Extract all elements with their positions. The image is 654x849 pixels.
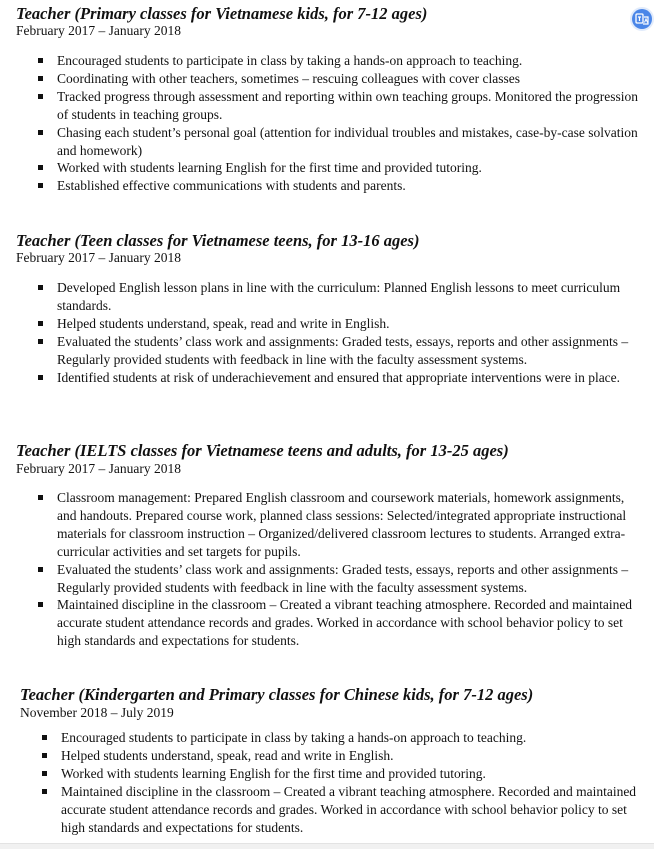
list-item-text: Established effective communications with students and parents. [57, 178, 406, 194]
list-item-text: Encouraged students to participate in class by taking a hands-on approach to teaching. [61, 730, 527, 745]
bullet-icon [38, 339, 43, 344]
bullet-icon [38, 375, 43, 380]
job-title: Teacher (Teen classes for Vietnamese teens, for 13-16 ages) [16, 231, 420, 250]
bullet-icon [42, 771, 47, 776]
list-item [0, 177, 654, 195]
bullet-icon [42, 789, 47, 794]
list-item [0, 765, 654, 783]
horizontal-scrollbar[interactable] [0, 843, 654, 849]
translate-icon [635, 12, 649, 26]
bullet-icon [42, 735, 47, 740]
list-item-text: Helped students understand, speak, read and write in English. [57, 315, 390, 331]
list-item-text: Worked with students learning English for the first time and provided tutoring. [57, 160, 482, 176]
list-item-text: Coordinating with other teachers, sometimes – rescuing colleagues with cover classes [57, 70, 520, 86]
job-title: Teacher (IELTS classes for Vietnamese teens and adults, for 13-25 ages) [16, 441, 509, 460]
list-item-text: Evaluated the students’ class work and assignments: Graded tests, essays, reports and other assignments – Regularly provided students with feedback in line with the faculty assessment systems. [57, 333, 629, 367]
list-item [0, 124, 654, 160]
job-dates: November 2018 – July 2019 [20, 705, 174, 720]
bullet-list [0, 279, 654, 386]
list-item [0, 70, 654, 88]
list-item [0, 489, 654, 561]
job-dates: February 2017 – January 2018 [16, 23, 181, 38]
bullet-icon [38, 567, 43, 572]
list-item-text: Encouraged students to participate in class by taking a hands-on approach to teaching. [57, 53, 523, 68]
bullet-list [0, 729, 654, 836]
bullet-list [0, 52, 654, 195]
bullet-icon [38, 321, 43, 326]
list-item-text: Chasing each student’s personal goal (attention for individual troubles and mistakes, case-by-case solvation and homework) [57, 124, 638, 158]
bullet-icon [38, 183, 43, 188]
list-item [0, 279, 654, 315]
list-item [0, 88, 654, 124]
list-item-text: Classroom management: Prepared English classroom and coursework materials, homework assignments, and handouts. Prepared course work, planned class sessions: Selected/integrated appropriate instructional materials for classroom instruction – Organized/delivered classroom lectures to students. Arranged extra-curricular activities and set targets for pupils. [57, 490, 627, 559]
list-item-text: Developed English lesson plans in line with the curriculum: Planned English lessons to meet curriculum standards. [57, 280, 621, 313]
list-item [0, 596, 654, 650]
bullet-icon [38, 285, 43, 290]
bullet-icon [38, 602, 43, 607]
bullet-icon [38, 130, 43, 135]
list-item-text: Helped students understand, speak, read and write in English. [61, 747, 394, 763]
bullet-icon [38, 76, 43, 81]
list-item-text: Worked with students learning English for the first time and provided tutoring. [61, 765, 486, 781]
list-item [0, 369, 654, 387]
list-item-text: Identified students at risk of underachievement and ensured that appropriate interventions were in place. [57, 369, 621, 385]
job-title: Teacher (Primary classes for Vietnamese kids, for 7-12 ages) [16, 4, 428, 23]
bullet-icon [42, 753, 47, 758]
list-item [0, 333, 654, 369]
bullet-icon [38, 94, 43, 99]
list-item-text: Tracked progress through assessment and reporting within own teaching groups. Monitored the progression of students in teaching groups. [57, 88, 639, 122]
bullet-icon [38, 165, 43, 170]
job-title: Teacher (Kindergarten and Primary classes for Chinese kids, for 7-12 ages) [20, 685, 534, 704]
list-item [0, 783, 654, 837]
list-item-text: Maintained discipline in the classroom – Created a vibrant teaching atmosphere. Recorded and maintained accurate student attendance records and grades. Worked in accordance with school behavior policy to set high standards and expectations for students. [61, 783, 637, 835]
bullet-icon [38, 495, 43, 500]
job-dates: February 2017 – January 2018 [16, 461, 181, 476]
list-item-text: Maintained discipline in the classroom – Created a vibrant teaching atmosphere. Recorded and maintained accurate student attendance records and grades. Worked in accordance with school behavior policy to set high standards and expectations for students. [57, 597, 633, 649]
list-item [0, 561, 654, 597]
bullet-icon [38, 58, 43, 63]
job-dates: February 2017 – January 2018 [16, 250, 181, 265]
translate-button[interactable] [632, 9, 652, 29]
list-item [0, 315, 654, 333]
bullet-list [0, 489, 654, 650]
list-item [0, 52, 654, 70]
list-item [0, 747, 654, 765]
list-item-text: Evaluated the students’ class work and assignments: Graded tests, essays, reports and other assignments – Regularly provided students with feedback in line with the faculty assessment systems. [57, 561, 629, 595]
list-item [0, 729, 654, 747]
list-item [0, 159, 654, 177]
